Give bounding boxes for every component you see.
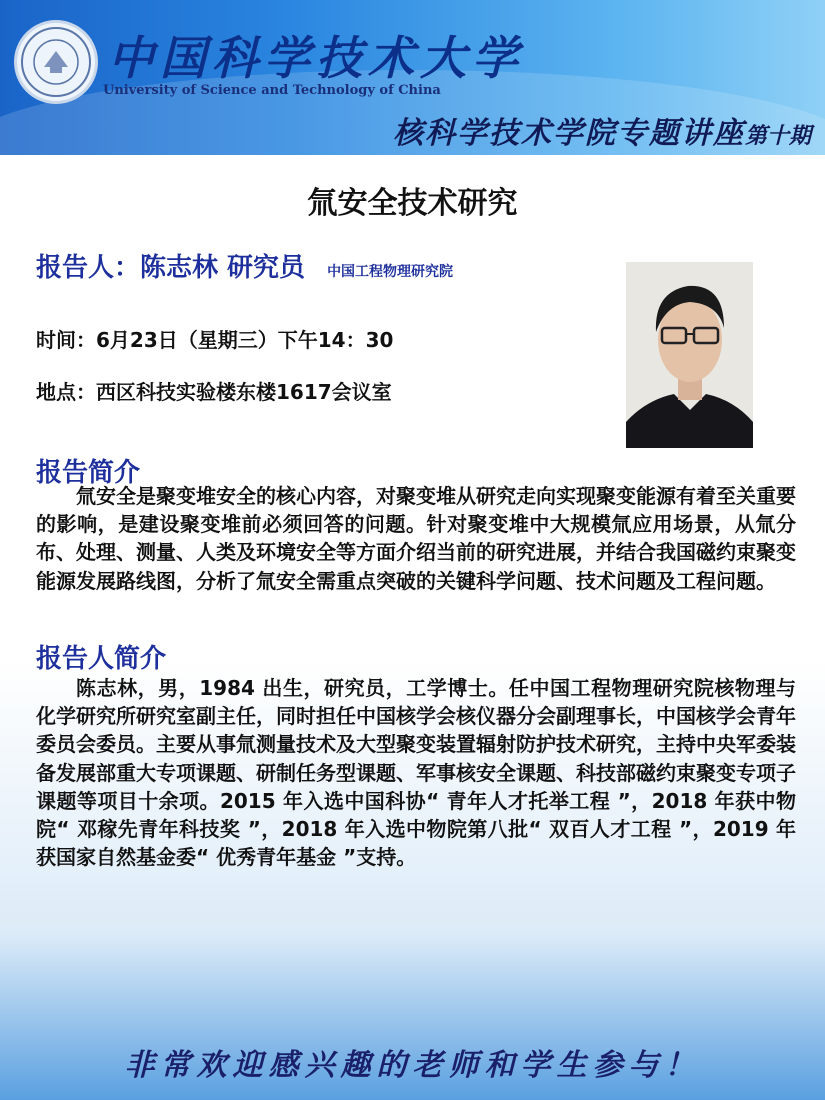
bio-heading: 报告人简介	[36, 644, 167, 674]
bio-text: 陈志林，男，1984 出生，研究员，工学博士。任中国工程物理研究院核物理与化学研究所研究室副主任，同时担任中国核学会核仪器分会副理事长，中国核学会青年委员会委员。主要从事氚测量技术及大型聚变装置辐射防护技术研究，主持中央军委装备发展部重大专项课题、研制任务型课题、军事核安全课题、科技部磁约束聚变专项子课题等项目十余项。2015 年入选中国科协“ 青年人才托举工程 ”，2018 年获中物院“ 邓稼先青年科技奖 ”，2018 年入选中物院第八批“ 双百人才工程 ”，2019 年获国家自然基金委“ 优秀青年基金 ”支持。	[36, 676, 796, 870]
university-name-cn: 中国科学技术大学	[108, 31, 524, 85]
speaker-photo	[626, 262, 753, 448]
abstract-heading: 报告简介	[36, 458, 141, 488]
header-banner	[0, 0, 825, 155]
speaker-affiliation: 中国工程物理研究院	[327, 264, 454, 280]
talk-time: 时间：6月23日（星期三）下午14：30	[36, 328, 394, 352]
series-name: 核科学技术学院专题讲座	[392, 116, 745, 151]
talk-location: 地点：西区科技实验楼东楼1617会议室	[36, 380, 392, 404]
lecture-series-title	[393, 108, 811, 152]
university-seal-icon	[14, 20, 98, 104]
university-name-en: University of Science and Technology of China	[103, 83, 441, 98]
series-issue: 第十期	[744, 123, 811, 149]
welcome-slogan: 非常欢迎感兴趣的老师和学生参与！	[124, 1048, 701, 1083]
abstract-text: 氚安全是聚变堆安全的核心内容，对聚变堆从研究走向实现聚变能源有着至关重要的影响，是建设聚变堆前必须回答的问题。针对聚变堆中大规模氚应用场景，从氚分布、处理、测量、人类及环境安全等方面介绍当前的研究进展，并结合我国磁约束聚变能源发展路线图，分析了氚安全需重点突破的关键科学问题、技术问题及工程问题。	[36, 484, 796, 593]
talk-title: 氚安全技术研究	[307, 186, 518, 221]
speaker-name: 报告人：陈志林 研究员	[36, 253, 306, 283]
speaker-line	[36, 247, 453, 284]
